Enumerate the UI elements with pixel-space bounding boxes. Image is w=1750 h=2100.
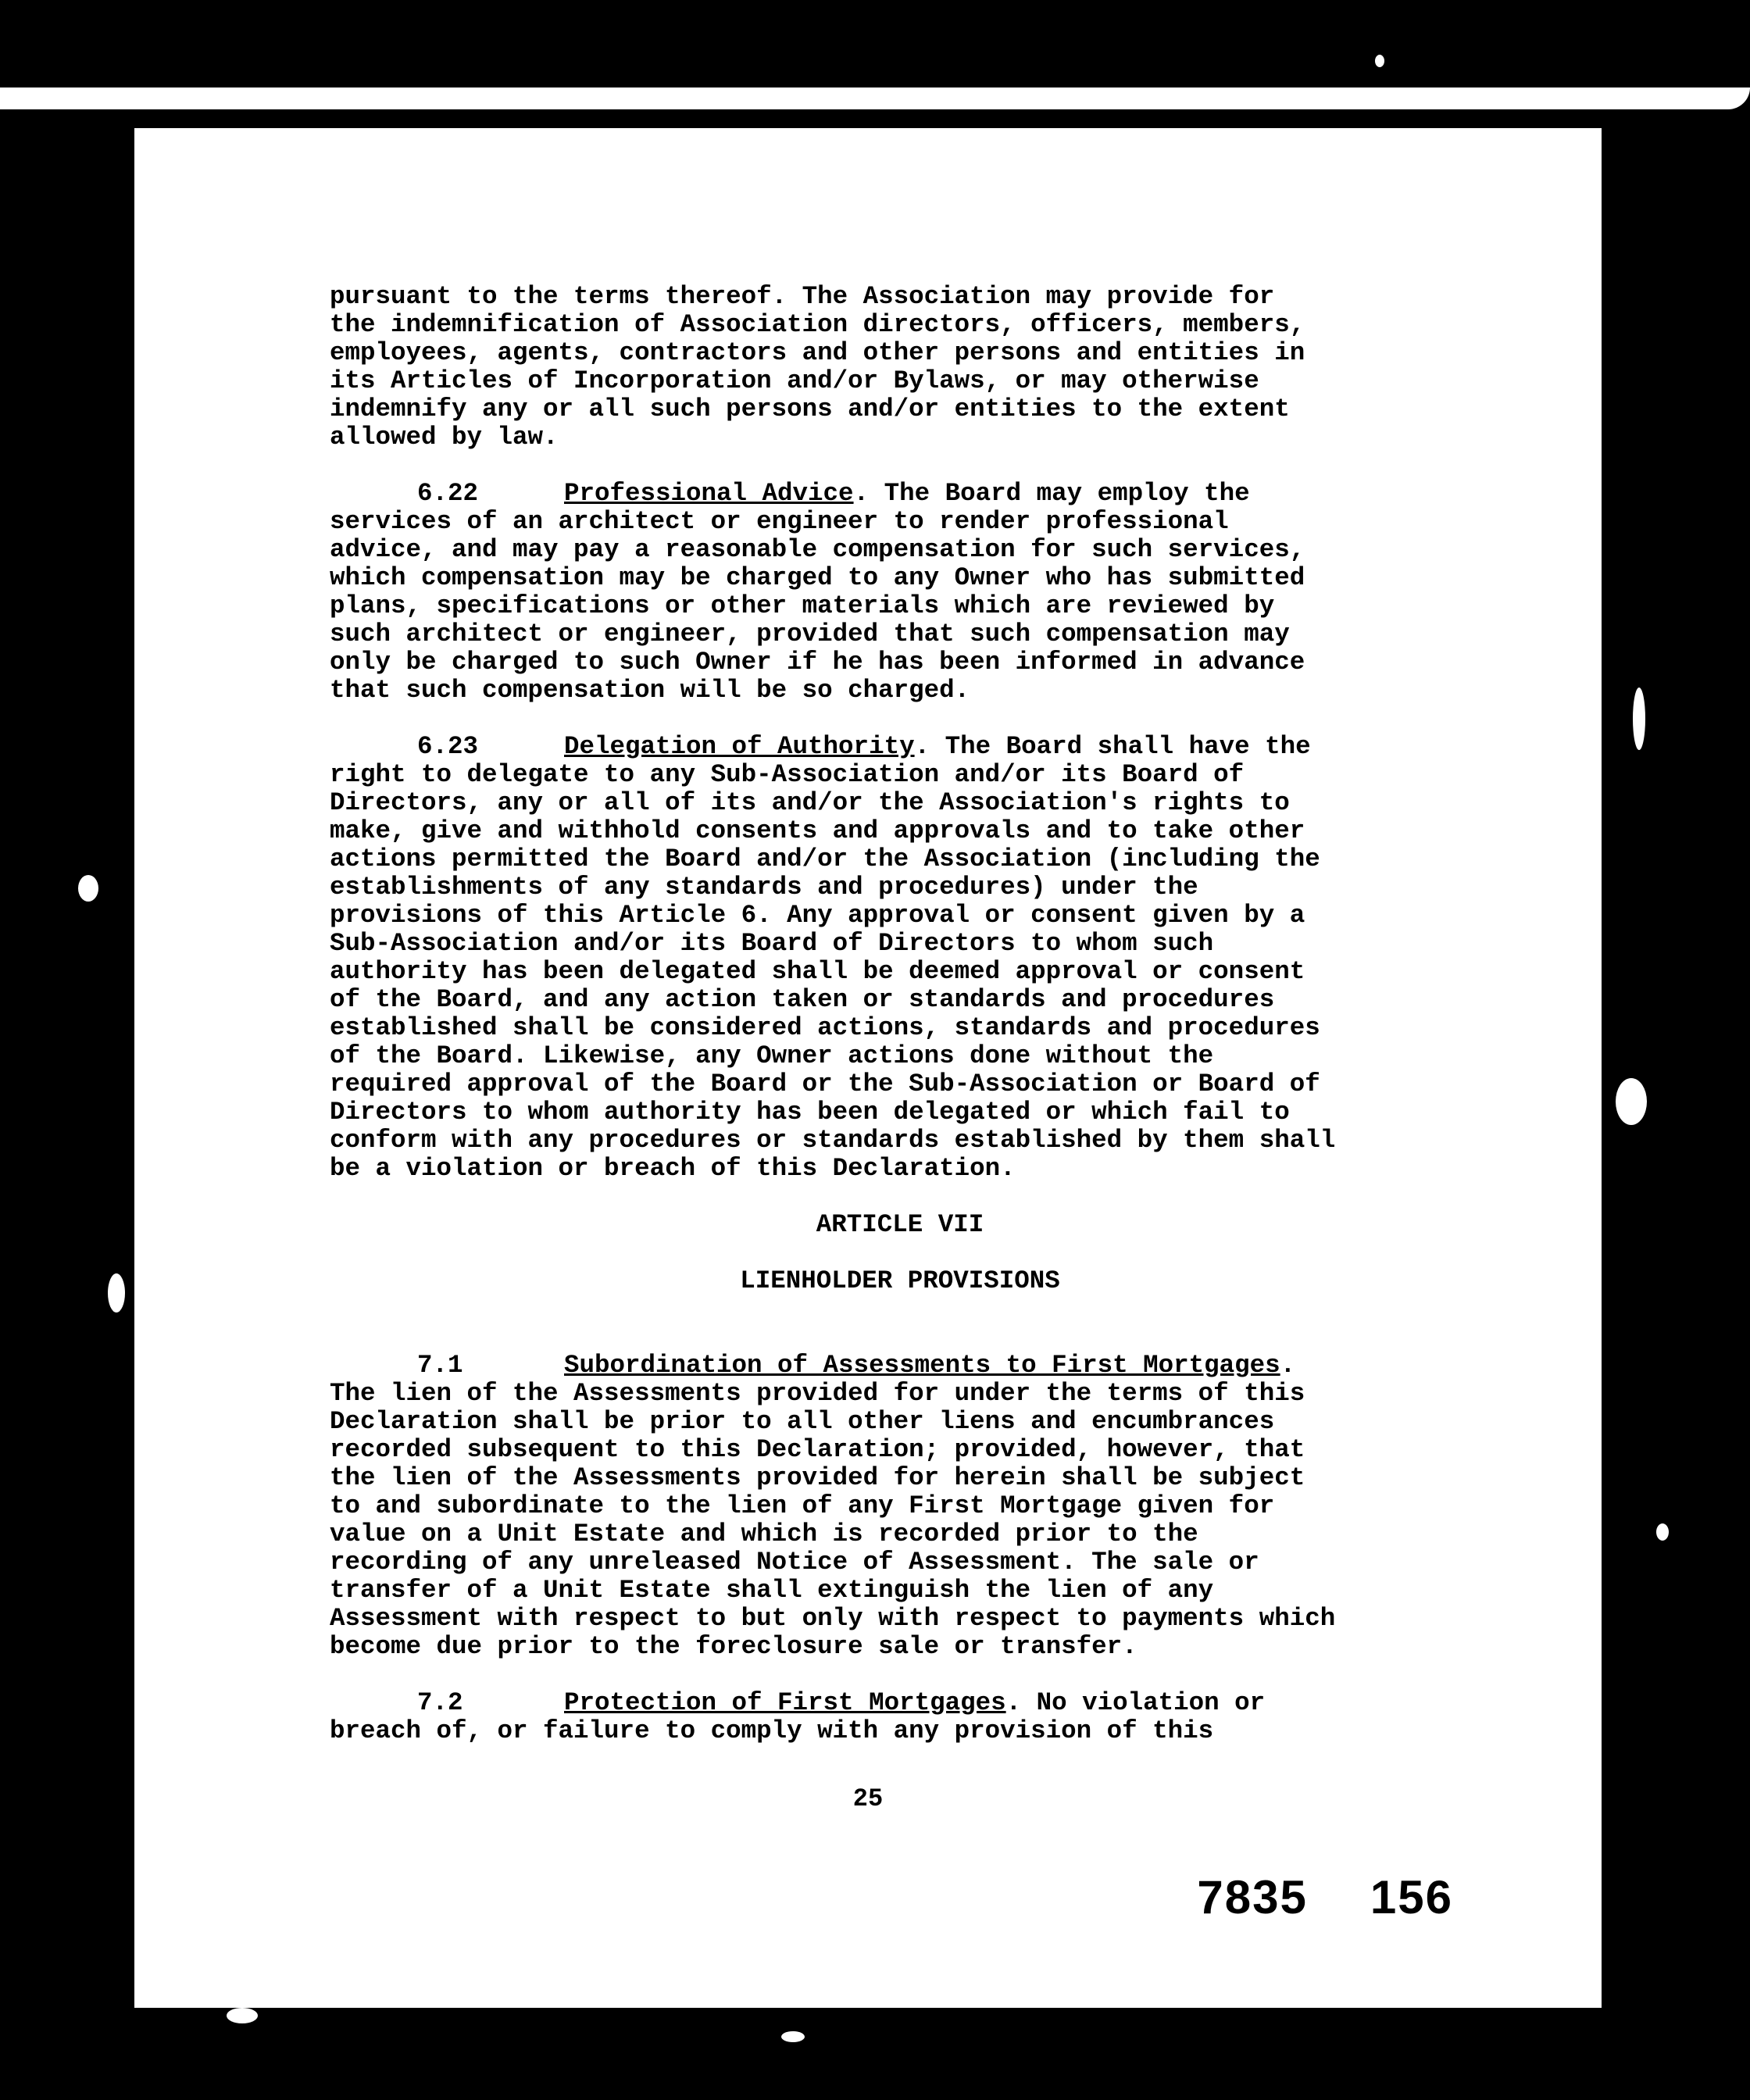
scan-edge-band <box>0 88 1750 109</box>
opening-paragraph: pursuant to the terms thereof. The Association may provide for the indemnification of Association directors, officers, members, employees, agents, contractors and other persons and entities in its Articles of Incorporation and/or Bylaws, or may otherwise indemnify any or all such persons and/or entities to the extent allowed by law. <box>330 282 1305 452</box>
stamp-page-number: 156 <box>1370 1871 1453 1923</box>
stamp-book-number: 7835 <box>1197 1871 1308 1923</box>
section-number: 7.2 <box>417 1688 463 1717</box>
section-body: . The Board may employ the services of an architect or engineer to render professional advice, and may pay a reasonable compensation for such services, which compensation may be charged to any Owner who has submitted plans, specifications or other materials which are reviewed by such architect or engineer, provided that such compensation may only be charged to such Owner if he has been informed in advance that such compensation will be so charged. <box>330 479 1305 705</box>
scan-speck <box>78 875 98 902</box>
section-body: . The Board shall have the right to delegate to any Sub-Association and/or its Board of Directors, any or all of its and/or the Association's rights to make, give and withhold consents and approvals and to take other actions permitted the Board and/or the Association (including the establishments of any standards and procedures) under the provisions of this Article 6. Any approval or consent given by a Sub-Association and/or its Board of Directors to whom such authority has been delegated shall be deemed approval or consent of the Board, and any action taken or standards and procedures established shall be considered actions, standards and procedures of the Board. Likewise, any Owner actions done without the required approval of the Board or the Sub-Association or Board of Directors to whom authority has been delegated or which fail to conform with any procedures or standards established by them shall be a violation or breach of this Declaration. <box>330 732 1336 1183</box>
section-7-1 <box>330 1352 1470 1661</box>
scan-speck <box>781 2031 805 2042</box>
section-number: 6.22 <box>417 479 479 508</box>
section-heading: Professional Advice <box>564 479 854 508</box>
section-7-2 <box>330 1689 1470 1745</box>
article-number: ARTICLE VII <box>816 1210 984 1239</box>
scan-speck <box>108 1273 125 1312</box>
section-number: 6.23 <box>417 732 479 761</box>
section-6-23 <box>330 733 1470 1183</box>
section-6-22 <box>330 480 1470 705</box>
document-page <box>134 128 1602 2008</box>
scan-speck <box>1633 688 1645 750</box>
recording-stamp <box>1197 1870 1453 1924</box>
article-title: LIENHOLDER PROVISIONS <box>740 1266 1060 1295</box>
section-body: . The lien of the Assessments provided for under the terms of this Declaration shall be prior to all other liens and encumbrances recorded subsequent to this Declaration; provided, however, that the lien of the Assessments provided for herein shall be subject to and subordinate to the lien of any First Mortgage given for value on a Unit Estate and which is recorded prior to the recording of any unreleased Notice of Assessment. The sale or transfer of a Unit Estate shall extinguish the lien of any Assessment with respect to but only with respect to payments which become due prior to the foreclosure sale or transfer. <box>330 1351 1336 1661</box>
page-number: 25 <box>852 1784 884 1813</box>
document-body <box>330 283 1470 1773</box>
scan-speck <box>227 2008 258 2023</box>
section-heading: Protection of First Mortgages <box>564 1688 1006 1717</box>
scan-speck <box>1656 1523 1669 1541</box>
scan-speck <box>1616 1078 1647 1125</box>
section-heading: Subordination of Assessments to First Mortgages <box>564 1351 1280 1380</box>
section-body: . No violation or breach of, or failure to comply with any provision of this <box>330 1688 1266 1745</box>
scan-speck <box>1375 55 1384 67</box>
section-heading: Delegation of Authority <box>564 732 915 761</box>
section-number: 7.1 <box>417 1351 463 1380</box>
